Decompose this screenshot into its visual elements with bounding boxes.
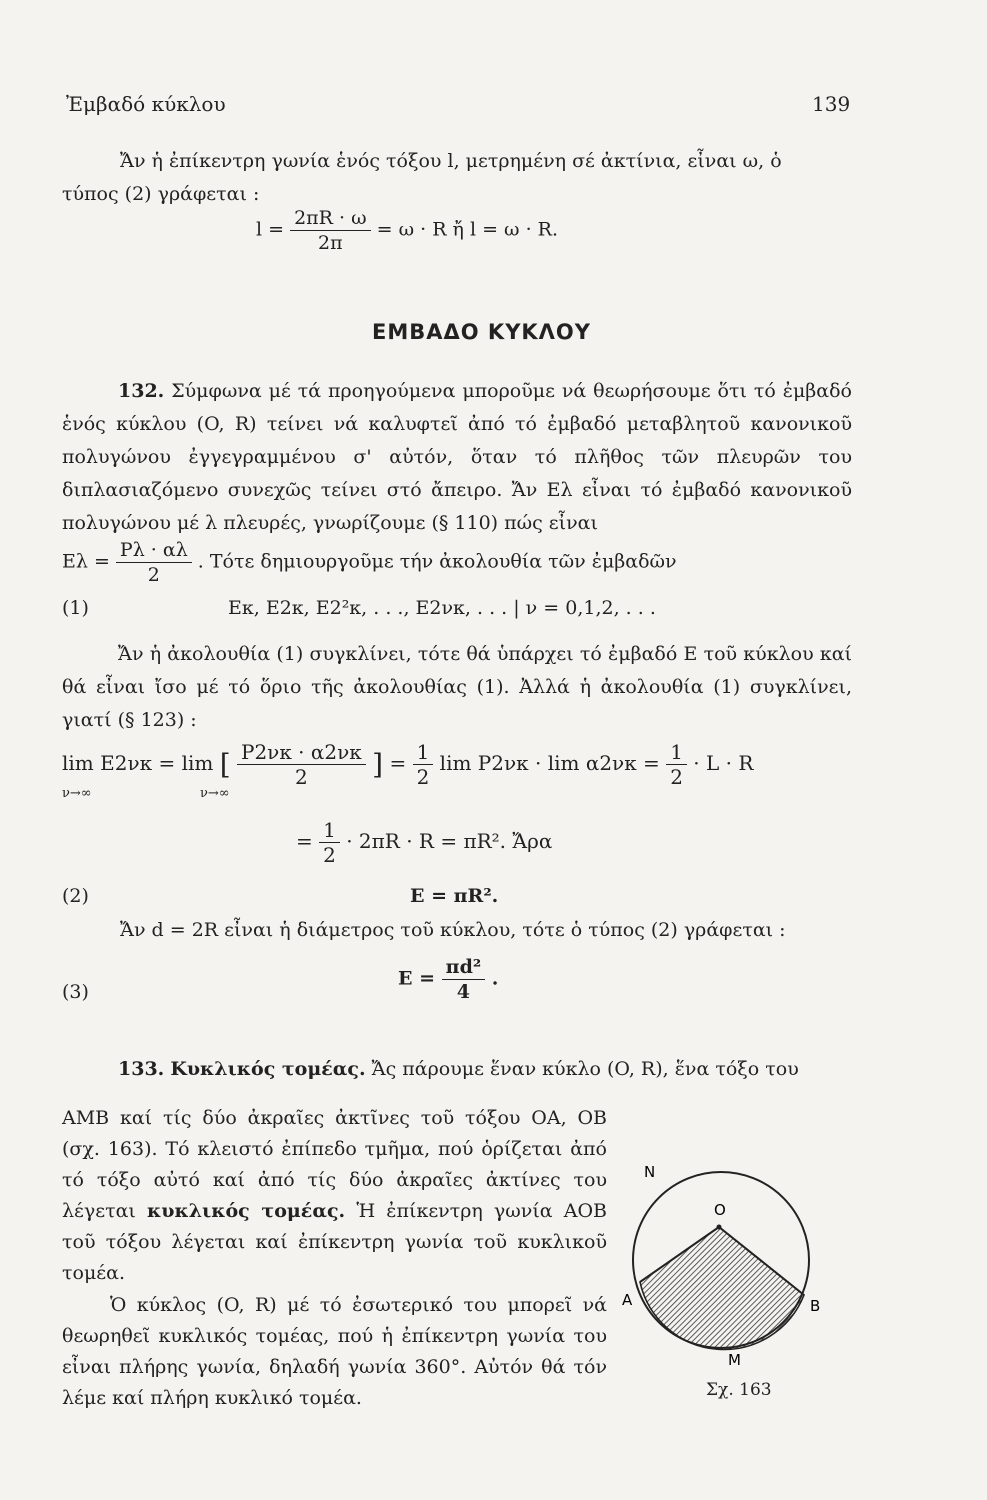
- paragraph-133: [62, 1103, 607, 1289]
- paragraph-133-b-text: Ὁ κύκλος (O, R) μέ τό ἐσωτερικό του μπορεῖ νά θεωρηθεῖ κυκλικός τομέας, πού ἡ ἐπίκεντρη γωνία του εἶναι πλήρης γωνία, δηλαδή γωνία 360°. Αὐτόν θά τόν λέμε καί πλήρη κυκλικό τομέα.: [62, 1294, 607, 1409]
- paragraph-132-c: Ἄν d = 2R εἶναι ἡ διάμετρος τοῦ κύκλου, τότε ὁ τύπος (2) γράφεται :: [120, 919, 786, 941]
- paragraph-133-line-1: [118, 1053, 799, 1086]
- equation-2-label: (2): [62, 885, 89, 907]
- page-number: 139: [812, 92, 851, 116]
- equation-2: E = πR².: [410, 885, 499, 907]
- limit-lhs: lim E2νκ = lim: [62, 751, 214, 775]
- half-den-2: 2: [670, 765, 683, 789]
- paragraph-132-b: [62, 638, 852, 737]
- equation-1: Eκ, E2κ, E2²κ, . . ., E2νκ, . . . | ν = 0,1,2, . . .: [228, 597, 656, 619]
- e-lambda-fraction: [116, 538, 192, 587]
- e-lambda-denominator: 2: [147, 564, 160, 586]
- sector-figure: [618, 1155, 858, 1395]
- limit-product: lim P2νκ · lim α2νκ =: [439, 751, 660, 775]
- shaded-sector: [640, 1227, 804, 1349]
- limit-under-2: ν→∞: [200, 786, 230, 801]
- limit-bracket-num: P2νκ · α2νκ: [237, 740, 366, 765]
- equation-1-label: (1): [62, 597, 89, 619]
- eq3-num: πd²: [442, 955, 486, 980]
- intro-line-1: Ἄν ἡ ἐπίκεντρη γωνία ἑνός τόξου l, μετρημένη σέ ἀκτίνια, εἶναι ω, ὁ: [120, 150, 782, 172]
- limit-half-3: [319, 818, 340, 867]
- eq3-den: 4: [456, 981, 471, 1003]
- limit-under-1: ν→∞: [62, 786, 92, 801]
- label-N: N: [644, 1163, 656, 1181]
- equation-3: E = $\frac{\text{πd²}}{4}$ .: [398, 956, 499, 1003]
- eq3-fraction: [442, 955, 486, 1004]
- e-lambda-after: . Τότε δημιουργοῦμε τήν ἀκολουθία τῶν ἐμβαδῶν: [197, 550, 677, 573]
- e-lambda-lhs: Eλ =: [62, 550, 110, 573]
- paragraph-133-text: AMB καί τίς δύο ἀκραῖες ἀκτῖνες τοῦ τόξου OA, OB (σχ. 163). Τό κλειστό ἐπίπεδο τμῆμα, πού ὁρίζεται ἀπό τό τόξο αὐτό καί ἀπό τίς δύο ἀκραῖες ἀκτίνες του λέγεται: [62, 1107, 607, 1222]
- paragraph-133-first: Ἄς πάρουμε ἕναν κύκλο (O, R), ἕνα τόξο του: [371, 1058, 799, 1080]
- label-O: O: [714, 1201, 726, 1219]
- limit-half: [413, 740, 434, 789]
- paragraph-132-b-text: Ἄν ἡ ἀκολουθία (1) συγκλίνει, τότε θά ὑπάρχει τό ἐμβαδό E τοῦ κύκλου καί θά εἶναι ἴσο μέ τό ὅριο τῆς ἀκολουθίας (1). Ἀλλά ἡ ἀκολουθία (1) συγκλίνει, γιατί (§ 123) :: [62, 643, 852, 731]
- limit-result: · L · R: [693, 751, 754, 775]
- equation-3-label: (3): [62, 981, 89, 1003]
- section-title: ΕΜΒΑΔΟ ΚΥΚΛΟΥ: [372, 320, 591, 344]
- paragraph-132-text: Σύμφωνα μέ τά προηγούμενα μποροῦμε νά θεωρήσουμε ὅτι τό ἐμβαδό ἑνός κύκλου (O, R) τείνει νά καλυφτεῖ ἀπό τό ἐμβαδό μεταβλητοῦ κανονικοῦ πολυγώνου ἐγγεγραμμένου σ' αὐτόν, ὅταν τό πλῆθος τῶν πλευρῶν του διπλασιαζόμενο συνεχῶς τείνει στό ἄπειρο. Ἄν Eλ εἶναι τό ἐμβαδό κανονικοῦ πολυγώνου μέ λ πλευρές, γνωρίζουμε (§ 110) πώς εἶναι: [62, 380, 852, 534]
- limit-half-2: [666, 740, 687, 789]
- half-den-3: 2: [323, 843, 336, 867]
- eq3-lhs: E =: [398, 967, 436, 990]
- e-lambda-numerator: Pλ · αλ: [116, 538, 192, 563]
- half-den: 2: [416, 765, 430, 789]
- section-number-132: 132.: [118, 380, 165, 402]
- section-number-133: 133.: [118, 1058, 165, 1080]
- limit-line-2-rest: · 2πR · R = πR². Ἄρα: [346, 829, 553, 853]
- half-num-3: 1: [319, 818, 340, 843]
- label-B: B: [810, 1297, 821, 1315]
- half-num: 1: [413, 740, 434, 765]
- half-num-2: 1: [666, 740, 687, 765]
- limit-line-2: = $\frac{1}{2}$ · 2πR · R = πR². Ἄρα: [296, 818, 553, 867]
- formula-rest: = ω · R ἤ l = ω · R.: [376, 218, 559, 241]
- running-header: Ἐμβαδό κύκλου: [66, 92, 226, 116]
- limit-bracket-fraction: [237, 740, 366, 789]
- section-heading-133: Κυκλικός τομέας.: [170, 1058, 366, 1080]
- intro-line-2: τύπος (2) γράφεται :: [62, 183, 260, 205]
- formula-fraction: [290, 206, 371, 255]
- formula-numerator: 2πR · ω: [290, 206, 371, 231]
- formula-denominator: 2π: [318, 232, 343, 254]
- paragraph-133-b: [62, 1290, 607, 1414]
- limit-equals: =: [389, 751, 407, 775]
- center-point: [717, 1225, 722, 1230]
- limit-line-1: lim E2νκ = lim [ $\frac{P2\nu\kappa \cdot \alpha 2\nu\kappa}{2}$ ] = $\frac{1}{2}$ lim P2νκ · lim α2νκ = $\frac{1}{2}$ · L · R: [62, 740, 754, 789]
- e-lambda-formula: [62, 538, 677, 587]
- term-sector: κυκλικός τομέας.: [147, 1200, 346, 1222]
- arc-length-formula: [256, 206, 558, 255]
- label-A: A: [622, 1291, 633, 1309]
- limit-bracket-den: 2: [295, 765, 308, 789]
- figure-caption: Σχ. 163: [706, 1380, 772, 1400]
- formula-l: l =: [256, 218, 285, 241]
- paragraph-132: [62, 375, 852, 540]
- label-M: M: [728, 1351, 741, 1369]
- paragraph-133-text-2: Ἡ ἐπίκεντρη γωνία AOB τοῦ τόξου λέγεται καί ἐπίκεντρη γωνία τοῦ κυκλικοῦ τομέα.: [62, 1200, 608, 1284]
